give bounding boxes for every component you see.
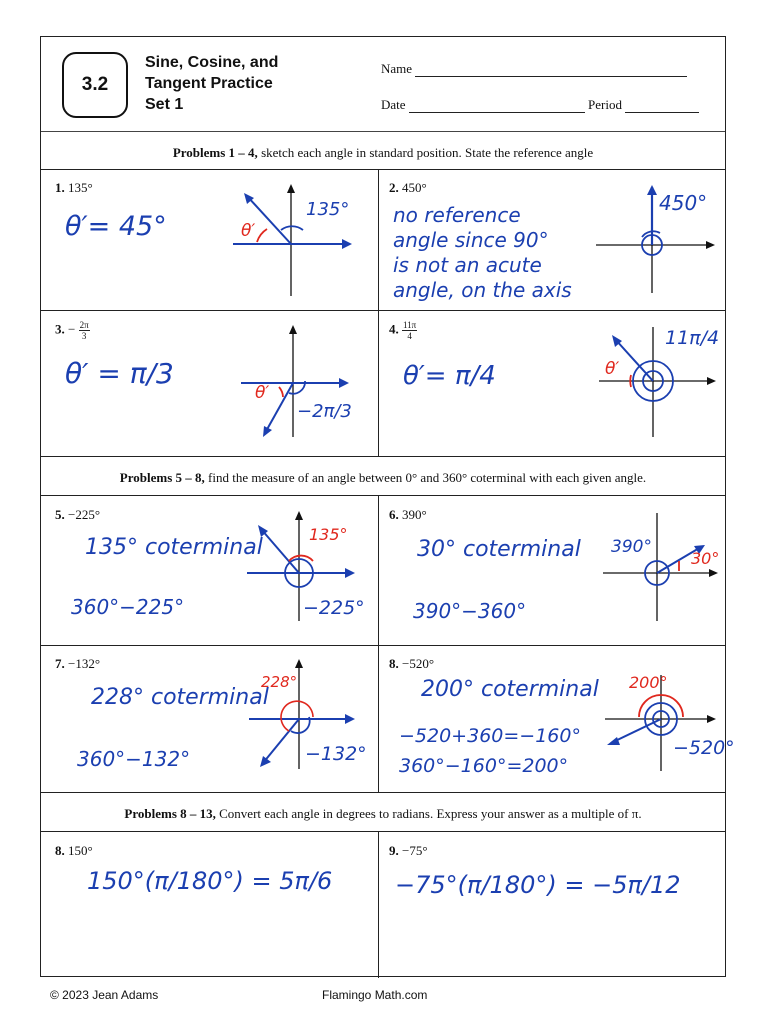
problem-1-graph-ref: θ′ xyxy=(241,221,256,241)
date-line[interactable] xyxy=(409,112,585,113)
problem-angle: 135° xyxy=(68,180,93,195)
section-1-bold: Problems 1 – 4, xyxy=(172,145,258,160)
answer-line: angle, on the axis xyxy=(393,278,572,302)
problem-8-graph-label-2: −520° xyxy=(673,737,735,759)
period-line[interactable] xyxy=(625,112,699,113)
problem-7-work: 360°−132° xyxy=(77,747,191,771)
problem-5-label xyxy=(55,507,100,523)
section-3-bold: Problems 8 – 13, xyxy=(124,806,216,821)
fraction-denominator: 4 xyxy=(407,331,412,341)
problem-4-answer: θ′= π/4 xyxy=(403,361,496,391)
problem-5-work: 360°−225° xyxy=(71,595,185,619)
column-divider xyxy=(378,831,379,978)
lesson-number-box xyxy=(62,52,128,118)
problem-number: 6. xyxy=(389,507,399,522)
problem-8-work-2: 360°−160°=200° xyxy=(399,755,569,777)
date-period-field xyxy=(381,97,699,113)
problem-angle: −75° xyxy=(402,843,428,858)
angle-fraction xyxy=(79,320,90,341)
worksheet xyxy=(40,36,735,977)
problem-3-answer: θ′ = π/3 xyxy=(65,357,174,390)
problem-angle: −132° xyxy=(68,656,101,671)
problem-1-answer: θ′= 45° xyxy=(65,211,167,242)
problem-number: 8. xyxy=(55,843,65,858)
fraction-numerator: 2π xyxy=(79,320,89,330)
problem-1-graph-label: 135° xyxy=(306,199,350,220)
problem-number: 1. xyxy=(55,180,65,195)
name-field xyxy=(381,61,687,77)
problem-5-graph-label-2: −225° xyxy=(303,597,365,619)
problem-8-work-1: −520+360=−160° xyxy=(399,725,581,747)
conversion-8-label xyxy=(55,843,93,859)
period-label: Period xyxy=(588,97,622,112)
section-1-instructions xyxy=(41,145,725,161)
problem-number: 3. xyxy=(55,321,65,337)
problem-6-graph-label: 390° xyxy=(611,537,652,557)
problem-1-label xyxy=(55,180,93,196)
section-2-bold: Problems 5 – 8, xyxy=(119,470,205,485)
section-3-text: Convert each angle in degrees to radians. Express your answer as a multiple of π. xyxy=(215,806,642,821)
section-1-text: sketch each angle in standard position. State the reference angle xyxy=(257,145,594,160)
conversion-9-label xyxy=(389,843,428,859)
angle-sign: − xyxy=(68,321,76,337)
problem-number: 7. xyxy=(55,656,65,671)
answer-line: is not an acute xyxy=(393,253,542,277)
divider xyxy=(41,645,725,646)
divider xyxy=(41,831,725,832)
fraction-numerator: 11π xyxy=(403,320,417,330)
problem-4-label xyxy=(389,320,417,341)
worksheet-title xyxy=(145,52,335,115)
problem-7-answer: 228° coterminal xyxy=(91,685,269,710)
column-divider xyxy=(378,169,379,456)
problem-angle: −225° xyxy=(68,507,101,522)
problem-5-graph-label: 135° xyxy=(309,525,348,544)
problem-angle: −520° xyxy=(402,656,435,671)
problem-angle: 450° xyxy=(402,180,427,195)
section-2-text: find the measure of an angle between 0° and 360° coterminal with each given angle. xyxy=(204,470,647,485)
problem-3-label xyxy=(55,320,90,341)
problem-2-label xyxy=(389,180,427,196)
column-divider xyxy=(378,495,379,792)
header-divider xyxy=(41,131,725,132)
conversion-8-answer: 150°(π/180°) = 5π/6 xyxy=(87,867,333,895)
problem-6-graph-label-2: 30° xyxy=(691,549,720,568)
problem-4-graph-label: 11π/4 xyxy=(665,327,720,349)
problem-3-graph-label: −2π/3 xyxy=(297,401,352,422)
title-line-1: Sine, Cosine, and xyxy=(145,54,279,71)
date-label: Date xyxy=(381,97,406,112)
section-2-instructions xyxy=(41,470,725,486)
problem-angle: 150° xyxy=(68,843,93,858)
problem-number: 9. xyxy=(389,843,399,858)
divider xyxy=(41,456,725,457)
problem-angle: 390° xyxy=(402,507,427,522)
copyright-text: © 2023 Jean Adams xyxy=(50,988,159,1002)
problem-6-answer: 30° coterminal xyxy=(417,537,581,562)
problem-number: 2. xyxy=(389,180,399,195)
divider xyxy=(41,495,725,496)
divider xyxy=(41,169,725,170)
angle-fraction xyxy=(402,320,417,341)
problem-number: 4. xyxy=(389,321,399,337)
problem-number: 8. xyxy=(389,656,399,671)
problem-8-label xyxy=(389,656,434,672)
title-line-3: Set 1 xyxy=(145,96,184,113)
problem-7-graph-label: 228° xyxy=(261,673,298,691)
divider xyxy=(41,310,725,311)
conversion-9-answer: −75°(π/180°) = −5π/12 xyxy=(395,871,681,899)
divider xyxy=(41,792,725,793)
title-line-2: Tangent Practice xyxy=(145,75,273,92)
problem-7-graph-label-2: −132° xyxy=(305,743,367,765)
problem-2-graph-label: 450° xyxy=(659,191,708,215)
problem-7-label xyxy=(55,656,100,672)
section-3-instructions xyxy=(41,806,725,822)
problem-6-label xyxy=(389,507,427,523)
problem-2-answer xyxy=(393,203,572,303)
problem-8-answer: 200° coterminal xyxy=(421,677,599,702)
site-link[interactable]: Flamingo Math.com xyxy=(322,988,428,1002)
name-line[interactable] xyxy=(415,76,687,77)
name-label: Name xyxy=(381,61,413,76)
fraction-denominator: 3 xyxy=(81,331,87,341)
problem-number: 5. xyxy=(55,507,65,522)
problem-8-graph-label: 200° xyxy=(629,673,668,692)
problem-4-graph-ref: θ′ xyxy=(605,359,620,379)
answer-line: no reference xyxy=(393,203,521,227)
answer-line: angle since 90° xyxy=(393,228,549,252)
problem-3-graph-ref: θ′ xyxy=(255,383,270,403)
problem-6-work: 390°−360° xyxy=(413,599,527,623)
lesson-number: 3.2 xyxy=(81,74,109,95)
problem-5-answer: 135° coterminal xyxy=(85,535,263,560)
